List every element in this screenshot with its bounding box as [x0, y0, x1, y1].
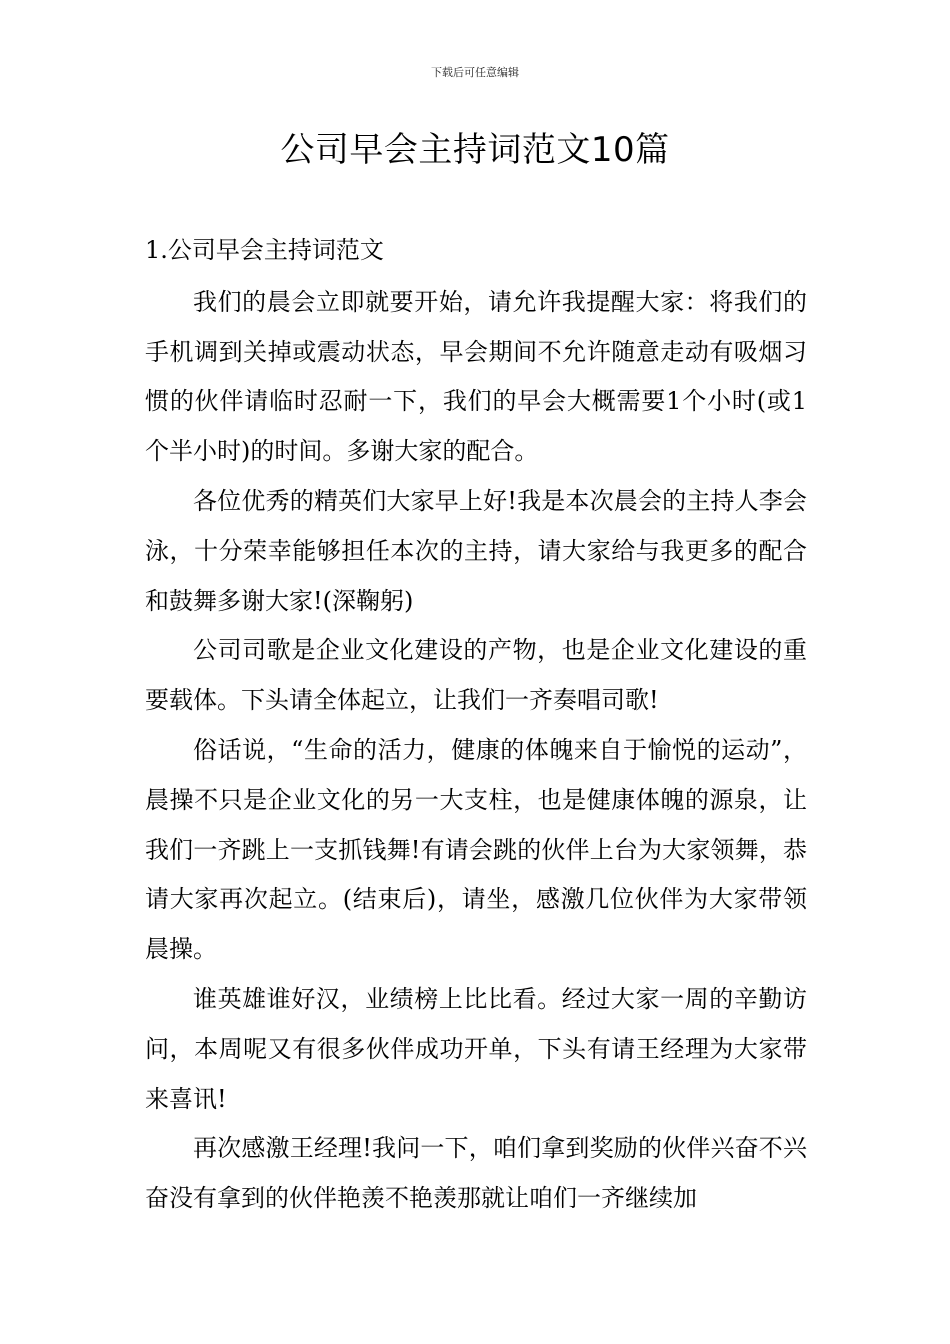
paragraph: 谁英雄谁好汉，业绩榜上比比看。经过大家一周的辛勤访问，本周呢又有很多伙伴成功开单，下头有请王经理为大家带来喜讯!	[145, 984, 807, 1113]
document-title: 公司早会主持词范文10篇	[280, 130, 670, 170]
paragraph: 各位优秀的精英们大家早上好!我是本次晨会的主持人李会泳，十分荣幸能够担任本次的主持，请大家给与我更多的配合和鼓舞多谢大家!(深鞠躬)	[145, 486, 807, 615]
document-body	[145, 226, 807, 1224]
paragraph: 我们的晨会立即就要开始，请允许我提醒大家：将我们的手机调到关掉或震动状态，早会期间不允许随意走动有吸烟习惯的伙伴请临时忍耐一下，我们的早会大概需要1个小时(或1个半小时)的时间。多谢大家的配合。	[145, 287, 807, 466]
paragraph: 再次感激王经理!我问一下，咱们拿到奖励的伙伴兴奋不兴奋没有拿到的伙伴艳羡不艳羡那就让咱们一齐继续加	[145, 1134, 807, 1213]
paragraph: 公司司歌是企业文化建设的产物，也是企业文化建设的重要载体。下头请全体起立，让我们一齐奏唱司歌!	[145, 636, 807, 715]
section-heading: 1.公司早会主持词范文	[145, 236, 384, 264]
paragraph: 俗话说，“生命的活力，健康的体魄来自于愉悦的运动”，晨操不只是企业文化的另一大支柱，也是健康体魄的源泉，让我们一齐跳上一支抓钱舞!有请会跳的伙伴上台为大家领舞，恭请大家再次起立。(结束后)，请坐，感激几位伙伴为大家带领晨操。	[145, 735, 807, 964]
header-note: 下载后可任意编辑	[431, 66, 519, 79]
